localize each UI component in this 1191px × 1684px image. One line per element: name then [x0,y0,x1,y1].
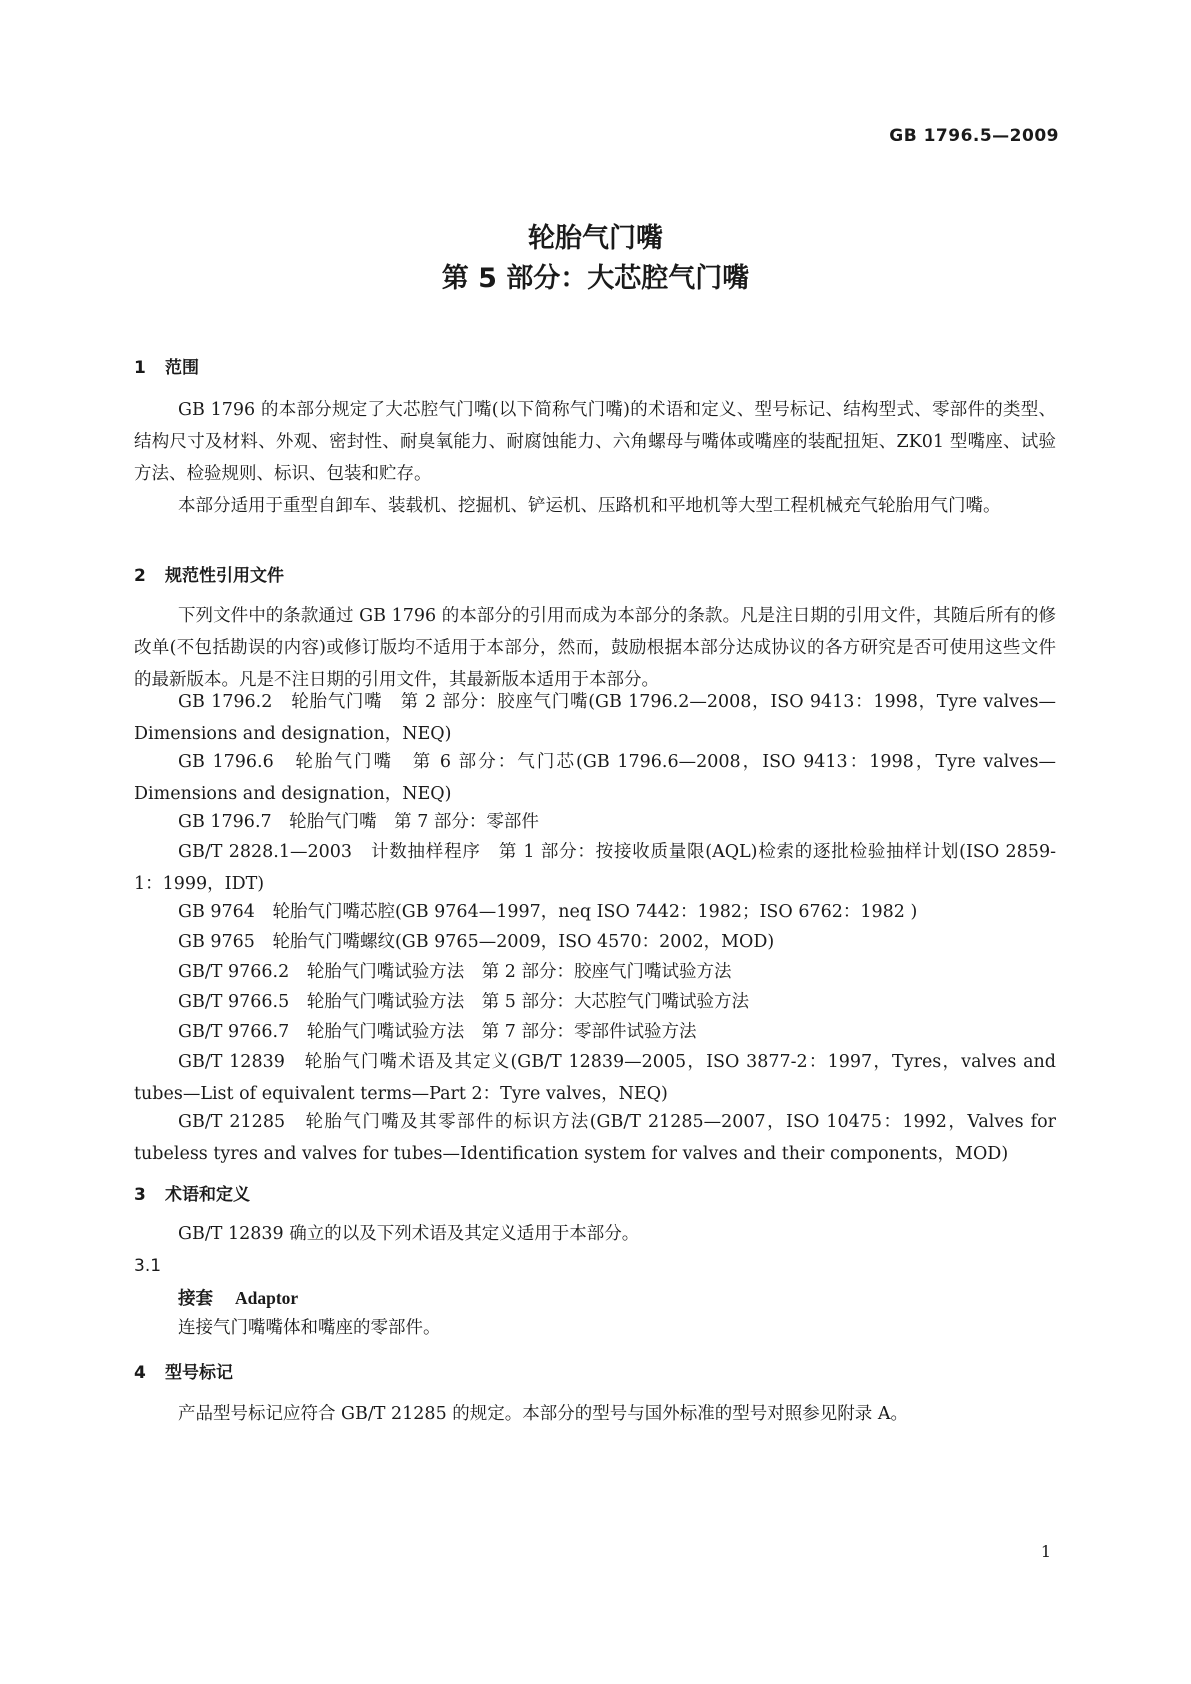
section-title: 范围 [165,358,199,378]
section-1-paragraph-1: GB 1796 的本部分规定了大芯腔气门嘴(以下简称气门嘴)的术语和定义、型号标记、结构型式、零部件的类型、结构尺寸及材料、外观、密封性、耐臭氧能力、耐腐蚀能力、六角螺母与嘴体或嘴座的装配扭矩、ZK01 型嘴座、试验方法、检验规则、标识、包装和贮存。 [134,400,1056,484]
standard-code: GB 1796.5—2009 [889,126,1059,146]
term-entry [178,1285,298,1310]
reference-item: GB/T 2828.1—2003 计数抽样程序 第 1 部分：按接收质量限(AQL)检索的逐批检验抽样计划(ISO 2859-1：1999，IDT) [134,842,1056,894]
reference-item: GB/T 21285 轮胎气门嘴及其零部件的标识方法(GB/T 21285—2007，ISO 10475：1992，Valves for tubeless tyres and valves for tubes—Identification system for valves and their components，MOD) [134,1112,1056,1164]
reference-item: GB 1796.7 轮胎气门嘴 第 7 部分：零部件 [178,812,539,832]
section-number: 4 [134,1363,146,1383]
reference-item: GB 9765 轮胎气门嘴螺纹(GB 9765—2009，ISO 4570：2002，MOD) [178,932,775,952]
section-title: 规范性引用文件 [165,566,284,586]
page-number: 1 [1040,1542,1051,1561]
section-title: 型号标记 [165,1363,233,1383]
term-english: Adaptor [235,1288,299,1308]
term-definition: 连接气门嘴嘴体和嘴座的零部件。 [178,1318,441,1338]
section-3-intro: GB/T 12839 确立的以及下列术语及其定义适用于本部分。 [178,1224,640,1244]
section-title: 术语和定义 [165,1185,250,1205]
section-2-intro: 下列文件中的条款通过 GB 1796 的本部分的引用而成为本部分的条款。凡是注日期的引用文件，其随后所有的修改单(不包括勘误的内容)或修订版均不适用于本部分，然而，鼓励根据本部分达成协议的各方研究是否可使用这些文件的最新版本。凡是不注日期的引用文件，其最新版本适用于本部分。 [134,606,1056,690]
document-title: 轮胎气门嘴 [528,223,663,254]
section-4-paragraph-1: 产品型号标记应符合 GB/T 21285 的规定。本部分的型号与国外标准的型号对照参见附录 A。 [178,1404,908,1424]
reference-item: GB/T 9766.7 轮胎气门嘴试验方法 第 7 部分：零部件试验方法 [178,1022,697,1042]
section-3-heading [134,1180,250,1205]
reference-item: GB/T 12839 轮胎气门嘴术语及其定义(GB/T 12839—2005，ISO 3877-2：1997，Tyres，valves and tubes—List of equivalent terms—Part 2：Tyre valves，NEQ) [134,1052,1056,1104]
section-number: 1 [134,358,146,378]
document-subtitle: 第 5 部分：大芯腔气门嘴 [441,263,750,294]
section-1-paragraph-2: 本部分适用于重型自卸车、装载机、挖掘机、铲运机、压路机和平地机等大型工程机械充气轮胎用气门嘴。 [178,496,1001,516]
section-number: 2 [134,566,146,586]
section-4-heading [134,1358,233,1383]
reference-item: GB 1796.2 轮胎气门嘴 第 2 部分：胶座气门嘴(GB 1796.2—2008，ISO 9413：1998，Tyre valves—Dimensions and designation，NEQ) [134,692,1056,744]
section-2-heading [134,561,284,586]
term-chinese: 接套 [178,1289,213,1309]
reference-item: GB/T 9766.5 轮胎气门嘴试验方法 第 5 部分：大芯腔气门嘴试验方法 [178,992,749,1012]
subsection-number: 3.1 [134,1256,162,1276]
section-1-heading [134,353,199,378]
reference-item: GB 9764 轮胎气门嘴芯腔(GB 9764—1997，neq ISO 7442：1982；ISO 6762：1982 ) [178,902,918,922]
reference-item: GB 1796.6 轮胎气门嘴 第 6 部分：气门芯(GB 1796.6—2008，ISO 9413：1998，Tyre valves—Dimensions and designation，NEQ) [134,752,1056,804]
reference-item: GB/T 9766.2 轮胎气门嘴试验方法 第 2 部分：胶座气门嘴试验方法 [178,962,732,982]
section-number: 3 [134,1185,146,1205]
